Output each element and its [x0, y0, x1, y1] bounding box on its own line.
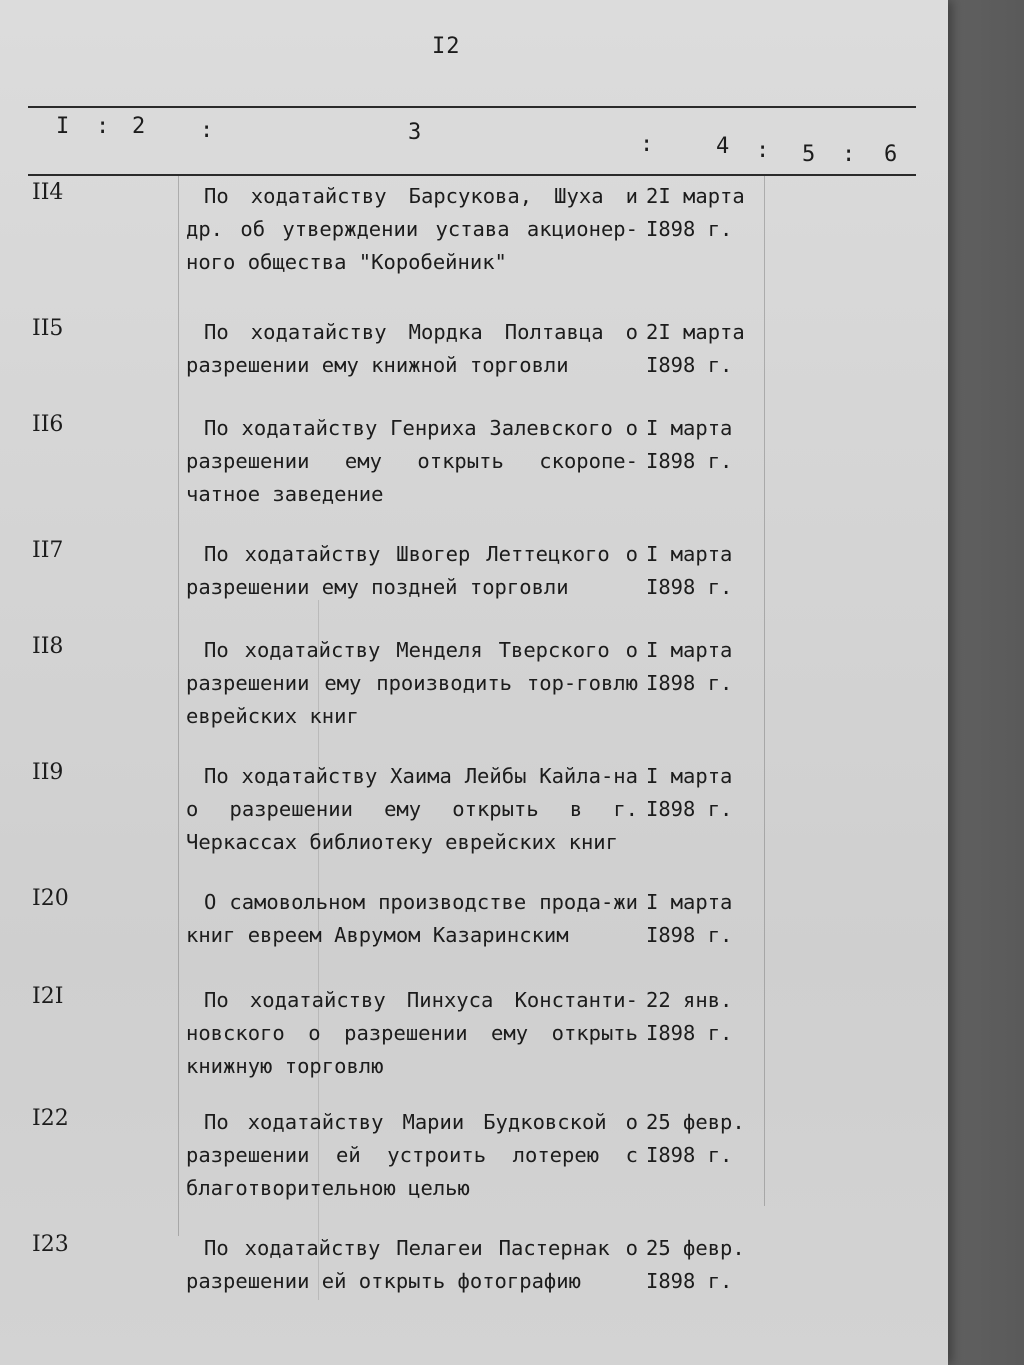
entry-date-day: 25 февр.	[646, 1236, 745, 1260]
entry-date-year: I898 г.	[646, 1143, 733, 1167]
column-header-1: I	[56, 114, 70, 139]
column-divider	[178, 176, 179, 1236]
entry-date-day: I марта	[646, 890, 733, 914]
entry-date-year: I898 г.	[646, 671, 733, 695]
entry-number: I22	[32, 1106, 69, 1131]
entry-date-day: 25 февр.	[646, 1110, 745, 1134]
entry-number: II6	[32, 412, 64, 437]
column-header-6: 6	[884, 142, 898, 167]
column-header-3: 3	[408, 120, 422, 145]
entry-date	[646, 760, 764, 826]
entry-number: II4	[32, 180, 64, 205]
entry-date	[646, 316, 764, 382]
entry-date-day: 22 янв.	[646, 988, 733, 1012]
entry-date-year: I898 г.	[646, 923, 733, 947]
entry-date	[646, 412, 764, 478]
entry-description: По ходатайству Швогер Леттецкого о разрешении ему поздней торговли	[186, 542, 638, 599]
header-rule-top	[28, 106, 916, 108]
column-divider	[764, 176, 765, 1206]
header-rule-bottom	[28, 174, 916, 176]
entry-number: II9	[32, 760, 64, 785]
entry-date	[646, 180, 764, 246]
entry-date-day: 2I марта	[646, 320, 745, 344]
entry-description: По ходатайству Менделя Тверского о разрешении ему производить тор-говлю еврейских книг	[186, 638, 638, 728]
entry-description: По ходатайству Барсукова, Шуха и др. об утверждении устава акционер-ного общества "Коробейник"	[186, 184, 638, 274]
entry-date-year: I898 г.	[646, 797, 733, 821]
entry-date	[646, 538, 764, 604]
entry-date-day: I марта	[646, 542, 733, 566]
entry-description: По ходатайству Мордка Полтавца о разрешении ему книжной торговли	[186, 320, 638, 377]
entry-description: По ходатайству Марии Будковской о разрешении ей устроить лотерею с благотворительною целью	[186, 1110, 638, 1200]
entry-date	[646, 1232, 764, 1298]
entry-date-day: 2I марта	[646, 184, 745, 208]
entry-description: По ходатайству Генриха Залевского о разрешении ему открыть скоропе-чатное заведение	[186, 416, 638, 506]
entry-number: II5	[32, 316, 64, 341]
column-separator: :	[640, 132, 654, 157]
entry-number: I20	[32, 886, 69, 911]
entry-date-year: I898 г.	[646, 1269, 733, 1293]
entry-number: II8	[32, 634, 64, 659]
column-header-4: 4	[716, 134, 730, 159]
entry-date-day: I марта	[646, 638, 733, 662]
entry-date-year: I898 г.	[646, 1021, 733, 1045]
entry-date-year: I898 г.	[646, 353, 733, 377]
entry-date	[646, 886, 764, 952]
entry-date	[646, 1106, 764, 1172]
column-separator: :	[842, 142, 856, 167]
entry-date	[646, 634, 764, 700]
entry-description: По ходатайству Пелагеи Пастернак о разрешении ей открыть фотографию	[186, 1236, 638, 1293]
entry-date-year: I898 г.	[646, 217, 733, 241]
entry-number: II7	[32, 538, 64, 563]
column-separator: :	[756, 138, 770, 163]
entry-number: I23	[32, 1232, 69, 1257]
page-number: I2	[432, 34, 461, 59]
entry-description: По ходатайству Пинхуса Константи-новского о разрешении ему открыть книжную торговлю	[186, 988, 638, 1078]
column-separator: :	[200, 118, 214, 143]
entry-description: О самовольном производстве прода-жи книг евреем Аврумом Казаринским	[186, 890, 638, 947]
column-separator: :	[96, 114, 110, 139]
entry-date-year: I898 г.	[646, 449, 733, 473]
column-header-2: 2	[132, 114, 146, 139]
entry-date	[646, 984, 764, 1050]
entry-date-year: I898 г.	[646, 575, 733, 599]
entry-date-day: I марта	[646, 764, 733, 788]
column-header-5: 5	[802, 142, 816, 167]
entry-number: I2I	[32, 984, 64, 1009]
entry-date-day: I марта	[646, 416, 733, 440]
entry-description: По ходатайству Хаима Лейбы Кайла-на о разрешении ему открыть в г. Черкассах библиотеку еврейских книг	[186, 764, 638, 854]
